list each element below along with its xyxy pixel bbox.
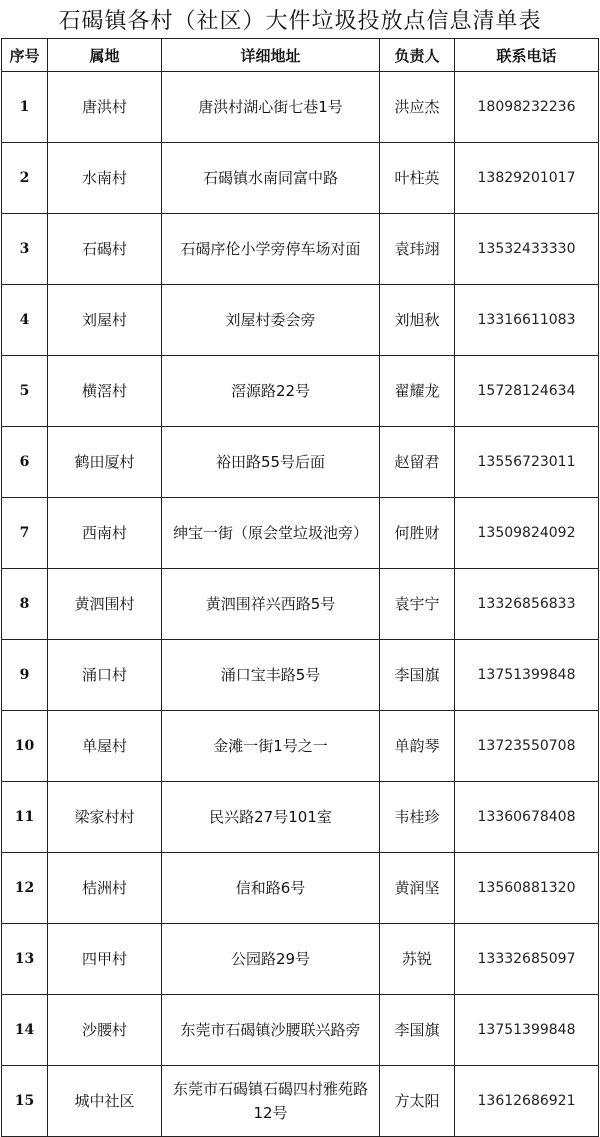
table-row xyxy=(2,214,599,285)
row-phone: 13332685097 xyxy=(455,924,599,995)
row-person: 韦桂珍 xyxy=(380,782,455,853)
row-phone: 13326856833 xyxy=(455,569,599,640)
row-address: 东莞市石碣镇石碣四村雅苑路12号 xyxy=(162,1066,380,1137)
row-index: 4 xyxy=(2,285,48,356)
row-address: 东莞市石碣镇沙腰联兴路旁 xyxy=(162,995,380,1066)
row-address: 涌口宝丰路5号 xyxy=(162,640,380,711)
header-person: 负责人 xyxy=(380,39,455,72)
row-locality: 石碣村 xyxy=(48,214,162,285)
table-row xyxy=(2,72,599,143)
row-index: 13 xyxy=(2,924,48,995)
row-person: 翟耀龙 xyxy=(380,356,455,427)
table-row xyxy=(2,853,599,924)
table-row xyxy=(2,711,599,782)
row-index: 1 xyxy=(2,72,48,143)
row-address: 信和路6号 xyxy=(162,853,380,924)
row-locality: 梁家村村 xyxy=(48,782,162,853)
row-person: 黄润坚 xyxy=(380,853,455,924)
row-locality: 单屋村 xyxy=(48,711,162,782)
row-person: 何胜财 xyxy=(380,498,455,569)
row-locality: 涌口村 xyxy=(48,640,162,711)
table-row xyxy=(2,782,599,853)
row-locality: 鹤田厦村 xyxy=(48,427,162,498)
table-row xyxy=(2,427,599,498)
row-address: 黄泗围祥兴西路5号 xyxy=(162,569,380,640)
row-address: 民兴路27号101室 xyxy=(162,782,380,853)
row-index: 14 xyxy=(2,995,48,1066)
row-index: 5 xyxy=(2,356,48,427)
row-phone: 13556723011 xyxy=(455,427,599,498)
header-phone: 联系电话 xyxy=(455,39,599,72)
row-phone: 13509824092 xyxy=(455,498,599,569)
row-index: 15 xyxy=(2,1066,48,1137)
row-locality: 水南村 xyxy=(48,143,162,214)
row-person: 苏锐 xyxy=(380,924,455,995)
row-index: 10 xyxy=(2,711,48,782)
row-locality: 沙腰村 xyxy=(48,995,162,1066)
row-locality: 西南村 xyxy=(48,498,162,569)
row-address: 公园路29号 xyxy=(162,924,380,995)
row-locality: 唐洪村 xyxy=(48,72,162,143)
row-address: 石碣序伦小学旁停车场对面 xyxy=(162,214,380,285)
row-phone: 13751399848 xyxy=(455,995,599,1066)
row-index: 6 xyxy=(2,427,48,498)
table-row xyxy=(2,143,599,214)
table-row xyxy=(2,285,599,356)
row-phone: 13560881320 xyxy=(455,853,599,924)
row-person: 方太阳 xyxy=(380,1066,455,1137)
row-phone: 13532433330 xyxy=(455,214,599,285)
row-index: 8 xyxy=(2,569,48,640)
row-address: 唐洪村湖心街七巷1号 xyxy=(162,72,380,143)
row-phone: 13316611083 xyxy=(455,285,599,356)
row-index: 7 xyxy=(2,498,48,569)
table-row xyxy=(2,995,599,1066)
row-index: 9 xyxy=(2,640,48,711)
collection-point-table xyxy=(1,38,599,1137)
header-locality: 属地 xyxy=(48,39,162,72)
row-phone: 13360678408 xyxy=(455,782,599,853)
table-row xyxy=(2,640,599,711)
row-person: 袁玮翊 xyxy=(380,214,455,285)
row-person: 李国旗 xyxy=(380,995,455,1066)
row-person: 刘旭秋 xyxy=(380,285,455,356)
table-row xyxy=(2,1066,599,1137)
row-address: 绅宝一街（原会堂垃圾池旁） xyxy=(162,498,380,569)
row-index: 11 xyxy=(2,782,48,853)
row-locality: 四甲村 xyxy=(48,924,162,995)
row-index: 12 xyxy=(2,853,48,924)
row-index: 3 xyxy=(2,214,48,285)
row-locality: 刘屋村 xyxy=(48,285,162,356)
table-row xyxy=(2,356,599,427)
header-index: 序号 xyxy=(2,39,48,72)
table-row xyxy=(2,498,599,569)
row-address: 金滩一街1号之一 xyxy=(162,711,380,782)
row-person: 洪应杰 xyxy=(380,72,455,143)
table-row xyxy=(2,924,599,995)
row-person: 李国旗 xyxy=(380,640,455,711)
row-phone: 15728124634 xyxy=(455,356,599,427)
page-title: 石碣镇各村（社区）大件垃圾投放点信息清单表 xyxy=(58,8,542,34)
row-locality: 城中社区 xyxy=(48,1066,162,1137)
row-address: 裕田路55号后面 xyxy=(162,427,380,498)
row-person: 袁宇宁 xyxy=(380,569,455,640)
row-address: 刘屋村委会旁 xyxy=(162,285,380,356)
row-address: 滘源路22号 xyxy=(162,356,380,427)
row-phone: 13723550708 xyxy=(455,711,599,782)
row-locality: 桔洲村 xyxy=(48,853,162,924)
table-header-row xyxy=(2,39,599,72)
row-locality: 横滘村 xyxy=(48,356,162,427)
row-address: 石碣镇水南同富中路 xyxy=(162,143,380,214)
table-row xyxy=(2,569,599,640)
row-person: 赵留君 xyxy=(380,427,455,498)
row-phone: 18098232236 xyxy=(455,72,599,143)
row-phone: 13612686921 xyxy=(455,1066,599,1137)
row-phone: 13829201017 xyxy=(455,143,599,214)
header-address: 详细地址 xyxy=(162,39,380,72)
row-person: 单韵琴 xyxy=(380,711,455,782)
row-index: 2 xyxy=(2,143,48,214)
row-locality: 黄泗围村 xyxy=(48,569,162,640)
row-phone: 13751399848 xyxy=(455,640,599,711)
row-person: 叶柱英 xyxy=(380,143,455,214)
